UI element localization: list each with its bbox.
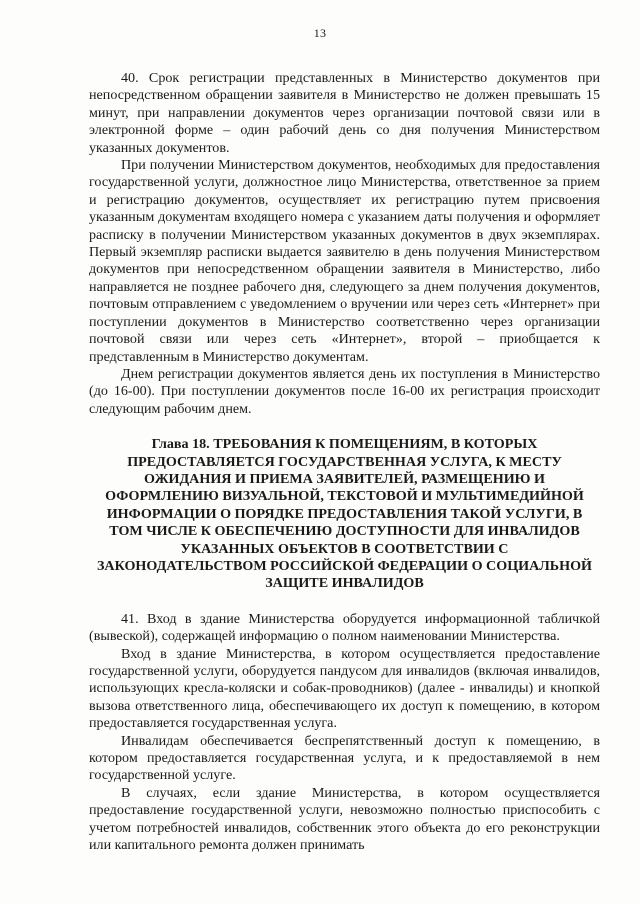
chapter-18-heading: Глава 18. ТРЕБОВАНИЯ К ПОМЕЩЕНИЯМ, В КОТОРЫХ ПРЕДОСТАВЛЯЕТСЯ ГОСУДАРСТВЕННАЯ УСЛУГА, К МЕСТУ ОЖИДАНИЯ И ПРИЕМА ЗАЯВИТЕЛЕЙ, РАЗМЕЩЕНИЮ И ОФОРМЛЕНИЮ ВИЗУАЛЬНОЙ, ТЕКСТОВОЙ И МУЛЬТИМЕДИЙНОЙ ИНФОРМАЦИИ О ПОРЯДКЕ ПРЕДОСТАВЛЕНИЯ ТАКОЙ УСЛУГИ, В ТОМ ЧИСЛЕ К ОБЕСПЕЧЕНИЮ ДОСТУПНОСТИ ДЛЯ ИНВАЛИДОВ УКАЗАННЫХ ОБЪЕКТОВ В СООТВЕТСТВИИ С ЗАКОНОДАТЕЛЬСТВОМ РОССИЙСКОЙ ФЕДЕРАЦИИ О СОЦИАЛЬНОЙ ЗАЩИТЕ ИНВАЛИДОВ	[96, 436, 593, 592]
paragraph-40: 40. Срок регистрации представленных в Министерство документов при непосредственном обращении заявителя в Министерство не должен превышать 15 минут, при направлении документов через организации почтовой связи или в электронной форме – один рабочий день со дня получения Министерством указанных документов.	[89, 70, 600, 156]
page-number: 13	[313, 26, 327, 40]
paragraph-ramp-entrance: Вход в здание Министерства, в котором осуществляется предоставление государственной услуги, оборудуется пандусом для инвалидов (включая инвалидов, использующих кресла-коляски и собак-проводников) (далее - инвалиды) и кнопкой вызова ответственного лица, обеспечивающего их доступ к помещению, в котором предоставляется государственная услуга.	[89, 645, 600, 732]
paragraph-registration-day: Днем регистрации документов является день их поступления в Министерство (до 16-00). При поступлении документов после 16-00 их регистрация происходит следующим рабочим днем.	[89, 365, 600, 417]
document-body	[89, 70, 600, 854]
paragraph-building-adaptation: В случаях, если здание Министерства, в котором осуществляется предоставление государственной услуги, невозможно полностью приспособить с учетом потребностей инвалидов, собственник этого объекта до его реконструкции или капитального ремонта должен принимать	[89, 784, 600, 854]
paragraph-unobstructed-access: Инвалидам обеспечивается беспрепятственный доступ к помещению, в котором предоставляется государственная услуга, и к предоставляемой в нем государственной услуге.	[89, 732, 600, 784]
paragraph-registration-procedure: При получении Министерством документов, необходимых для предоставления государственной услуги, должностное лицо Министерства, ответственное за прием и регистрацию документов, осуществляет их регистрацию путем присвоения указанным документам входящего номера с указанием даты получения и оформляет расписку в получении Министерством указанных документов в двух экземплярах. Первый экземпляр расписки выдается заявителю в день получения Министерством документов при непосредственном обращении заявителя в Министерство, либо направляется не позднее рабочего дня, следующего за днем получения документов, почтовым отправлением с уведомлением о вручении или через сеть «Интернет» при поступлении документов в Министерство соответственно через организации почтовой связи или через сеть «Интернет», второй – приобщается к представленным в Министерство документам.	[89, 157, 600, 365]
paragraph-41: 41. Вход в здание Министерства оборудуется информационной табличкой (вывеской), содержащей информацию о полном наименовании Министерства.	[89, 610, 600, 645]
